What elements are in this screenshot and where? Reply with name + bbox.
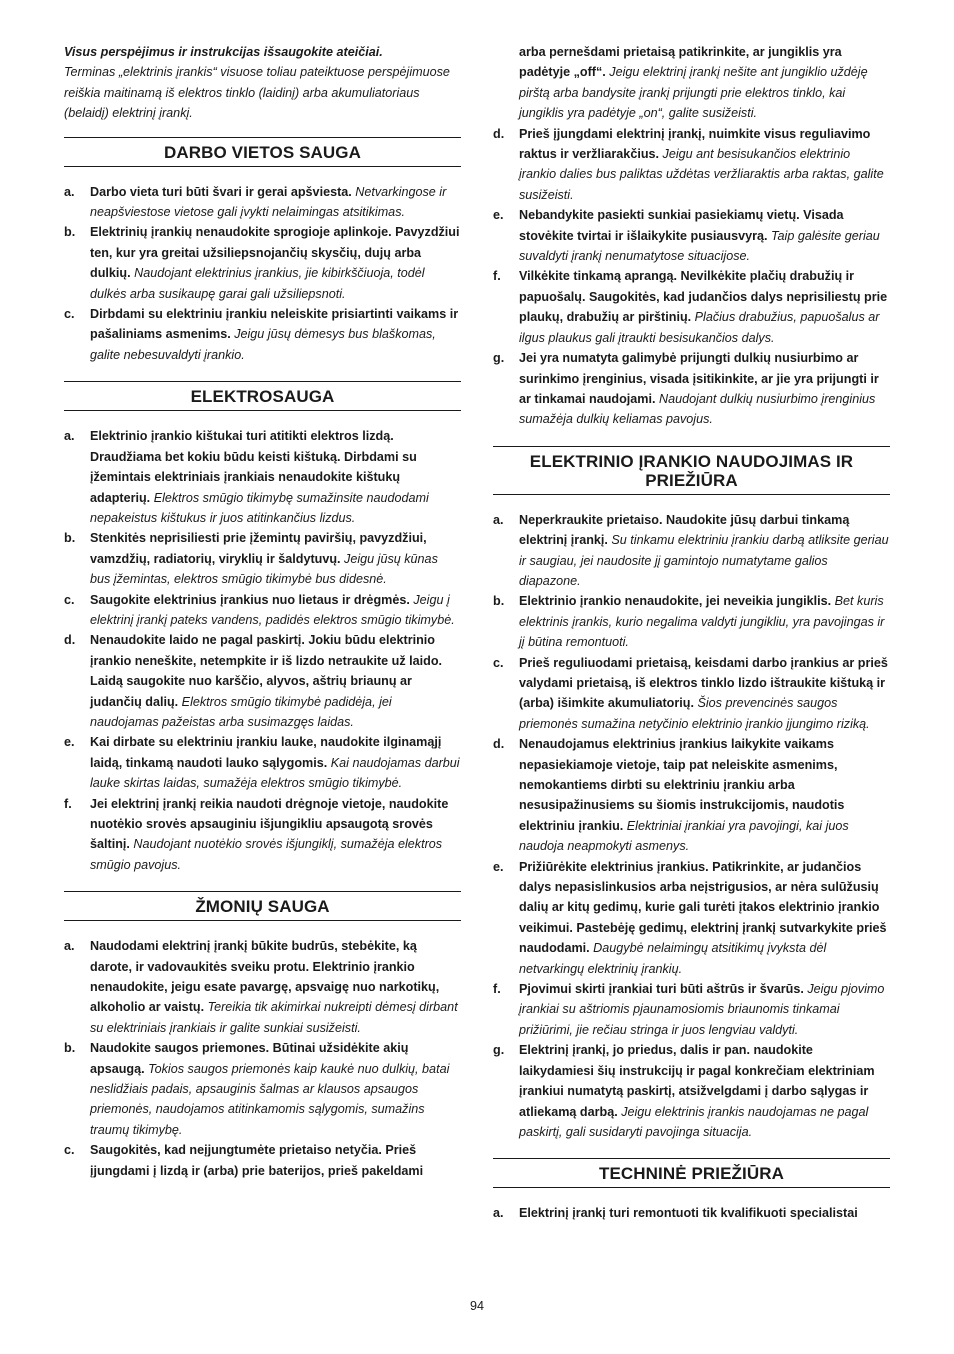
- item-marker: f.: [64, 796, 72, 811]
- item-text: [519, 1203, 890, 1223]
- item-bold: Saugokitės, kad neįjungtumėte prietaiso netyčia. Prieš įjungdami į lizdą ir (arba) prie baterijos, prieš pakeldami: [90, 1143, 424, 1178]
- item-marker: b.: [493, 594, 505, 609]
- item-bold: Jei yra numatyta galimybė prijungti dulkių nusiurbimo ar surinkimo įrenginius, visada įsitikinkite, ar jie yra prijungti ir ar tinkamai naudojami.: [519, 351, 879, 406]
- item-italic: Naudojant nuotėkio srovės išjungiklį, sumažėja elektros smūgio pavojus.: [90, 837, 443, 872]
- list-item: [493, 266, 890, 348]
- list-item: [64, 528, 461, 589]
- list-item: [493, 205, 890, 266]
- list-item: [493, 653, 890, 735]
- list-item: [493, 857, 890, 979]
- item-bold: Prieš reguliuodami prietaisą, keisdami darbo įrankius ar prieš valydami prietaisą, iš elektros tinklo lizdo ištraukite kištuką ir (arba) išimkite akumuliatorių.: [519, 655, 888, 711]
- item-text: [90, 304, 461, 365]
- item-italic: Naudojant dulkių nusiurbimo įrenginius sumažėja dulkių keliamas pavojus.: [519, 391, 876, 427]
- personal-continued-list: [493, 124, 890, 430]
- item-italic: Daugybė nelaimingų atsitikimų įvyksta dėl netvarkingų elektrinių įrankių.: [519, 941, 827, 976]
- item-marker: g.: [493, 351, 505, 366]
- intro-paragraph: [64, 42, 461, 124]
- item-marker: c.: [64, 592, 75, 607]
- item-text: [90, 732, 461, 793]
- item-bold: Nenaudojamus elektrinius įrankius laikykite vaikams nepasiekiamoje vietoje, taip pat neleiskite asmenims, nemokantiems dirbti su elektriniu įrankiu arba nesusipažinusiems su šiomis instrukcijomis, naudotis elektriniu įrankiu.: [519, 737, 845, 833]
- list-item: [64, 182, 461, 223]
- item-bold: Saugokite elektrinius įrankius nuo lietaus ir drėgmės.: [90, 592, 410, 607]
- item-marker: g.: [493, 1043, 505, 1058]
- item-bold: Jei elektrinį įrankį reikia naudoti drėgnoje vietoje, naudokite nuotėkio srovės apsauginiu išjungikliu apsaugotą srovės šaltinį.: [90, 796, 449, 852]
- item-italic: Bet kuris elektrinis įrankis, kurio negalima valdyti jungikliu, yra pavojingas ir jį būtina remontuoti.: [519, 594, 885, 650]
- section-work-area-safety: [64, 137, 461, 366]
- item-italic: Elektros smūgio tikimybę sumažinsite naudodami nepakeistus kištukus ir juos atitinkančius lizdus.: [90, 490, 429, 525]
- item-bold: Elektrinio įrankio nenaudokite, jei neveikia jungiklis.: [519, 594, 832, 609]
- item-italic: Plačius drabužius, papuošalus ar ilgus plaukus gali įtraukti besisukančios dalys.: [519, 310, 880, 345]
- item-marker: b.: [64, 1041, 76, 1056]
- item-marker: e.: [64, 735, 75, 750]
- item-bold: Neperkraukite prietaiso. Naudokite jūsų darbui tinkamą elektrinį įrankį.: [519, 512, 850, 548]
- item-italic: Jeigu ant besisukančios elektrinio įrankio dalies bus paliktas uždėtas veržliaraktis arba raktas, galite susižeisti.: [519, 147, 884, 202]
- electrical-list: [64, 426, 461, 875]
- list-item: [493, 42, 890, 124]
- item-bold: Dirbdami su elektriniu įrankiu neleiskite prisiartinti vaikams ir pašaliniams asmenims.: [90, 307, 459, 342]
- item-marker: d.: [493, 737, 505, 752]
- item-marker: c.: [64, 307, 75, 322]
- item-bold: Stenkitės neprisiliesti prie įžemintų paviršių, pavyzdžiui, vamzdžių, radiatorių, viryklių ir šaldytuvų.: [90, 531, 427, 566]
- item-text: [90, 1038, 461, 1140]
- item-text: [90, 528, 461, 589]
- personal-list: [64, 936, 461, 1181]
- item-bold: Vilkėkite tinkamą aprangą. Nevilkėkite plačių drabužių ir papuošalų. Saugokitės, kad judančios dalys neprisiliestų prie plaukų, drabužių ar pirštinių.: [519, 269, 888, 325]
- item-marker: e.: [493, 859, 504, 874]
- item-marker: a.: [493, 1206, 504, 1221]
- item-italic: Netvarkingose ir neapšviestose vietose gali įvykti nelaimingas atsitikimas.: [90, 184, 447, 220]
- list-item: [64, 936, 461, 1038]
- list-item: [64, 1140, 461, 1181]
- item-text: [519, 124, 890, 206]
- use-care-list: [493, 510, 890, 1143]
- right-column: [493, 42, 890, 1240]
- item-marker: e.: [493, 208, 504, 223]
- item-text: [519, 348, 890, 430]
- item-text: [519, 653, 890, 735]
- section-electrical-safety: [64, 381, 461, 875]
- item-text: [519, 510, 890, 592]
- item-marker: b.: [64, 225, 76, 240]
- item-italic: Jeigu į elektrinį įrankį pateks vandens, padidės elektros smūgio tikimybė.: [90, 592, 455, 627]
- item-italic: Jeigu elektrinis įrankis naudojamas ne pagal paskirtį, gali susidaryti pavojinga situacija.: [519, 1104, 869, 1139]
- section-heading: ELEKTROSAUGA: [64, 381, 461, 411]
- item-italic: Jeigu pjovimo įrankiai su aštriomis pjaunamosiomis briaunomis tinkamai prižiūrimi, jie rečiau stringa ir juos lengviau valdyti.: [519, 982, 885, 1037]
- item-text: [519, 857, 890, 979]
- service-list: [493, 1203, 890, 1223]
- item-marker: f.: [493, 269, 501, 284]
- item-text: [90, 1140, 461, 1181]
- item-text: [90, 182, 461, 223]
- list-item: [64, 794, 461, 876]
- item-bold: Elektrinį įrankį turi remontuoti tik kvalifikuoti specialistai: [519, 1206, 858, 1221]
- item-marker: d.: [493, 126, 505, 141]
- item-marker: c.: [64, 1143, 75, 1158]
- section-personal-safety: [64, 891, 461, 1181]
- intro-text: Terminas „elektrinis įrankis“ visuose toliau pateiktuose perspėjimuose reiškia maitinamą iš elektros tinklo (laidinį) arba akumuliatoriaus (belaidį) elektrinį įrankį.: [64, 65, 450, 121]
- list-item: [64, 590, 461, 631]
- work-area-list: [64, 182, 461, 366]
- item-text: [90, 590, 461, 631]
- list-item: [64, 1038, 461, 1140]
- list-item: [493, 1040, 890, 1142]
- section-heading: DARBO VIETOS SAUGA: [64, 137, 461, 167]
- item-marker: a.: [64, 184, 75, 199]
- list-item: [64, 732, 461, 793]
- item-text: [519, 591, 890, 652]
- item-bold: arba pernešdami prietaisą patikrinkite, ar jungiklis yra padėtyje „off“.: [519, 45, 842, 80]
- item-bold: Elektrinio įrankio kištukai turi atitikti elektros lizdą. Draudžiama bet kokiu būdu keisti kištuką. Dirbdami su įžemintais elektriniais įrankiais nenaudokite kištukų adapterių.: [90, 429, 417, 505]
- item-bold: Elektrinių įrankių nenaudokite sprogioje aplinkoje. Pavyzdžiui ten, kur yra greitai užsiliepsnojančių skysčių, dujų arba dulkių.: [90, 225, 460, 281]
- item-bold: Prižiūrėkite elektrinius įrankius. Patikrinkite, ar judančios dalys nepasislinkusios arba neįstrigusios, ar nėra sulūžusių dalių ar kitų gedimų, kurie gali turėti įtakos elektrinio įrankio veikimui. Pastebėję gedimų, elektrinį įrankį sutvarkykite prieš naudodami.: [519, 859, 887, 956]
- list-item: [493, 348, 890, 430]
- item-text: [90, 794, 461, 876]
- item-italic: Tereikia tik akimirkai nukreipti dėmesį dirbant su elektriniais įrankiais ir galite sunkiai susižeisti.: [90, 1000, 458, 1035]
- list-item: [493, 979, 890, 1040]
- item-italic: Jeigu jūsų kūnas bus įžemintas, elektros smūgio tikimybė bus didesnė.: [90, 551, 438, 587]
- list-item: [493, 1203, 890, 1223]
- item-bold: Pjovimui skirti įrankiai turi būti aštrūs ir švarūs.: [519, 982, 804, 997]
- left-column: [64, 42, 461, 1197]
- item-text: [519, 734, 890, 856]
- item-italic: Elektros smūgio tikimybė padidėja, jei naudojamas pažeistas arba susimazgęs laidas.: [90, 694, 392, 729]
- item-marker: a.: [64, 939, 75, 954]
- page-number: 94: [469, 1299, 484, 1313]
- item-text: [519, 979, 890, 1040]
- item-italic: Tokios saugos priemonės kaip kaukė nuo dulkių, batai neslidžiais padais, apsauginis šalmas ar klausos apsaugos priemonės, naudojamos atitinkamomis sąlygomis, sumažins traumų tikimybę.: [90, 1061, 450, 1137]
- section-service: [493, 1158, 890, 1223]
- list-item: [493, 591, 890, 652]
- item-text: [519, 1040, 890, 1142]
- item-marker: a.: [493, 512, 504, 527]
- item-text: [90, 222, 461, 304]
- section-heading: ŽMONIŲ SAUGA: [64, 891, 461, 921]
- item-italic: Taip galėsite geriau suvaldyti įrankį nenumatytose situacijose.: [519, 228, 880, 264]
- section-heading: TECHNINĖ PRIEŽIŪRA: [493, 1158, 890, 1188]
- item-italic: Jeigu elektrinį įrankį nešite ant jungiklio uždėję pirštą arba bandysite įrankį prijungti prie elektros tinklo, kai jungiklis yra padėtyje „on“, galite susižeisti.: [519, 65, 868, 121]
- item-italic: Elektriniai įrankiai yra pavojingi, kai juos naudoja neapmokyti asmenys.: [519, 818, 849, 854]
- item-text: [519, 42, 890, 124]
- item-marker: a.: [64, 429, 75, 444]
- item-marker: [493, 42, 519, 124]
- item-italic: Naudojant elektrinius įrankius, jie kibirkščiuoja, todėl dulkės arba susikaupę garai gali užsiliepsnoti.: [90, 266, 425, 301]
- list-item: [64, 426, 461, 528]
- list-item: [493, 510, 890, 592]
- item-italic: Jeigu jūsų dėmesys bus blaškomas, galite nebesuvaldyti įrankio.: [90, 327, 436, 362]
- list-item: [64, 304, 461, 365]
- item-bold: Elektrinį įrankį, jo priedus, dalis ir pan. naudokite laikydamiesi šių instrukcijų ir pagal konkrečiam elektriniam įrankiui numatytą paskirtį, atsižvelgdami į darbo sąlygas ir atliekamą darbą.: [519, 1043, 875, 1119]
- item-text: [90, 936, 461, 1038]
- item-marker: c.: [493, 655, 504, 670]
- item-bold: Kai dirbate su elektriniu įrankiu lauke, naudokite ilginamąjį laidą, tinkamą naudoti lauko sąlygomis.: [90, 735, 442, 770]
- item-text: [90, 630, 461, 732]
- personal-safety-continued: [493, 42, 890, 430]
- list-item: [64, 222, 461, 304]
- intro-bold: Visus perspėjimus ir instrukcijas išsaugokite ateičiai.: [64, 45, 383, 59]
- item-bold: Nenaudokite laido ne pagal paskirtį. Jokiu būdu elektrinio įrankio neneškite, netempkite ir iš lizdo netraukite už laido. Laidą saugokite nuo karščio, alyvos, aštrių briaunų ar judančių dalių.: [90, 633, 443, 709]
- item-text: [519, 205, 890, 266]
- item-italic: Kai naudojamas darbui lauke skirtas laidas, sumažėja elektros smūgio tikimybė.: [90, 755, 460, 791]
- item-bold: Darbo vieta turi būti švari ir gerai apšviesta.: [90, 184, 352, 199]
- item-italic: Su tinkamu elektriniu įrankiu darbą atliksite geriau ir saugiau, jei naudosite jį gamintojo numatytame galios diapazone.: [519, 533, 889, 588]
- item-text: [90, 426, 461, 528]
- list-item: [64, 630, 461, 732]
- item-marker: f.: [493, 982, 501, 997]
- item-marker: b.: [64, 531, 76, 546]
- item-bold: Naudodami elektrinį įrankį būkite budrūs, stebėkite, ką darote, ir vadovaukitės sveiku protu. Elektrinio įrankio nenaudokite, jeigu esate pavargę, apsvaigę nuo narkotikų, alkoholio ar vaistų.: [90, 939, 440, 1015]
- section-tool-use-and-care: [493, 446, 890, 1143]
- list-item: [493, 124, 890, 206]
- item-bold: Naudokite saugos priemones. Būtinai užsidėkite akių apsaugą.: [90, 1041, 409, 1076]
- item-text: [519, 266, 890, 348]
- item-marker: d.: [64, 633, 76, 648]
- item-bold: Prieš įjungdami elektrinį įrankį, nuimkite visus reguliavimo raktus ir veržliarakčius.: [519, 126, 871, 162]
- item-bold: Nebandykite pasiekti sunkiai pasiekiamų vietų. Visada stovėkite tvirtai ir išlaikykite pusiausvyrą.: [519, 208, 844, 243]
- list-item: [493, 734, 890, 856]
- section-heading: ELEKTRINIO ĮRANKIO NAUDOJIMAS IR PRIEŽIŪRA: [493, 446, 890, 495]
- item-italic: Šios prevencinės saugos priemonės sumažina netyčinio elektrinio įrankio įjungimo riziką.: [519, 696, 870, 731]
